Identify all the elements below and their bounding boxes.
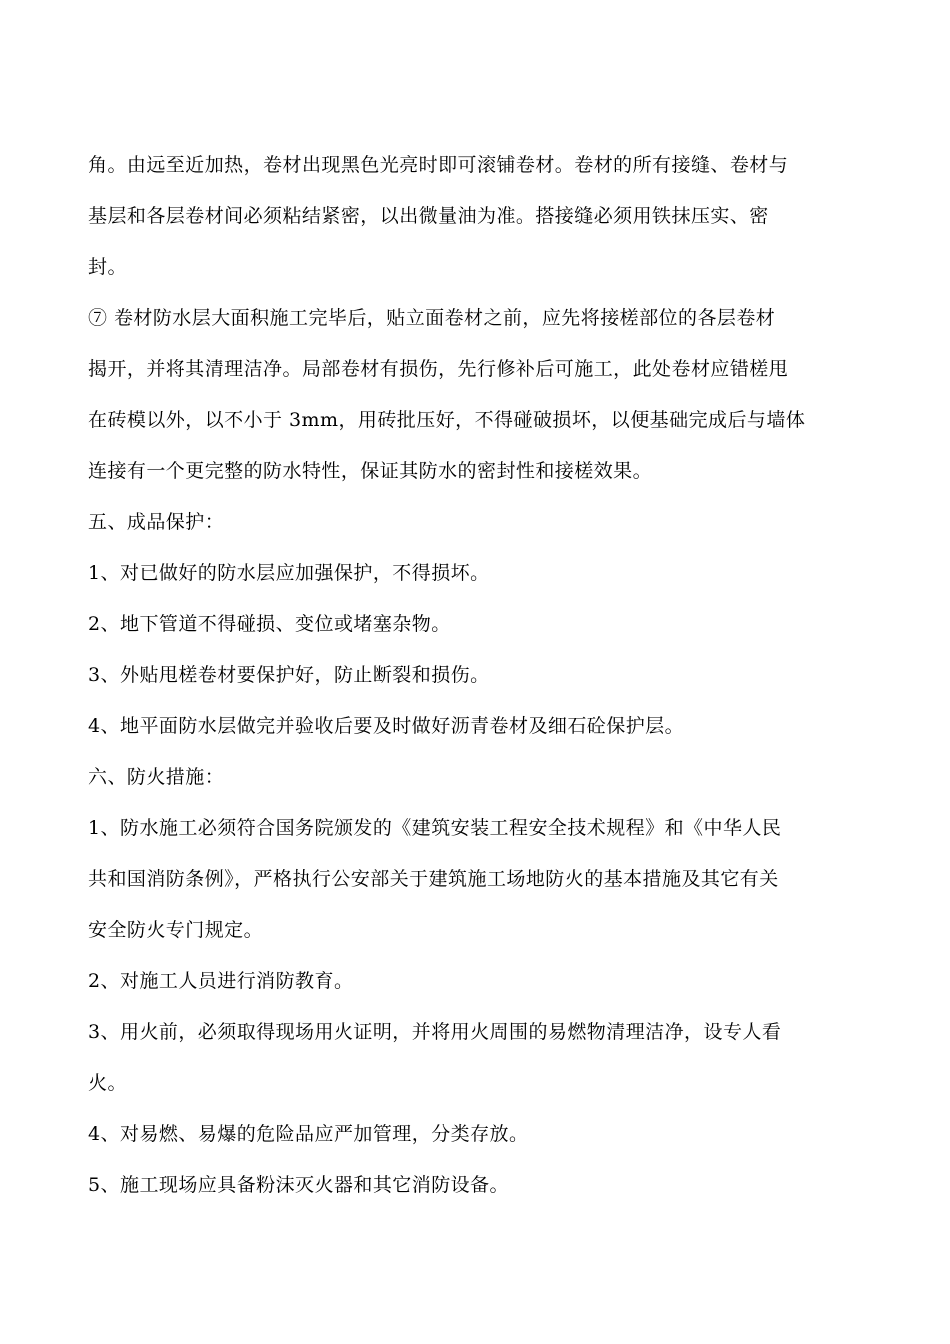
numbered-item-line: ⑦ 卷材防水层大面积施工完毕后，贴立面卷材之前，应先将接槎部位的各层卷材 <box>88 307 776 329</box>
section-heading: 五、成品保护： <box>88 511 225 533</box>
paragraph-line: 角。由远至近加热，卷材出现黑色光亮时即可滚铺卷材。卷材的所有接缝、卷材与 <box>88 154 789 176</box>
paragraph-line: 安全防火专门规定。 <box>88 919 264 941</box>
list-item: 4、对易燃、易爆的危险品应严加管理，分类存放。 <box>88 1123 529 1145</box>
paragraph-line: 连接有一个更完整的防水特性，保证其防水的密封性和接槎效果。 <box>88 460 653 482</box>
paragraph-line: 火。 <box>88 1072 127 1094</box>
list-item: 4、地平面防水层做完并验收后要及时做好沥青卷材及细石砼保护层。 <box>88 715 685 737</box>
paragraph-line: 基层和各层卷材间必须粘结紧密，以出微量油为准。搭接缝必须用铁抹压实、密 <box>88 205 769 227</box>
list-item: 2、地下管道不得碰损、变位或堵塞杂物。 <box>88 613 451 635</box>
list-item: 2、对施工人员进行消防教育。 <box>88 970 354 992</box>
paragraph-line: 揭开，并将其清理洁净。局部卷材有损伤，先行修补后可施工，此处卷材应错槎甩 <box>88 358 789 380</box>
list-item: 1、对已做好的防水层应加强保护，不得损坏。 <box>88 562 490 584</box>
list-item: 3、外贴甩槎卷材要保护好，防止断裂和损伤。 <box>88 664 490 686</box>
paragraph-line: 在砖模以外，以不小于 3mm，用砖批压好，不得碰破损坏，以便基础完成后与墙体 <box>88 409 806 431</box>
paragraph-line: 封。 <box>88 256 127 278</box>
paragraph-line: 共和国消防条例》，严格执行公安部关于建筑施工场地防火的基本措施及其它有关 <box>88 868 779 890</box>
list-item: 5、施工现场应具备粉沫灭火器和其它消防设备。 <box>88 1174 509 1196</box>
section-heading: 六、防火措施： <box>88 766 225 788</box>
list-item: 3、用火前，必须取得现场用火证明，并将用火周围的易燃物清理洁净，设专人看 <box>88 1021 782 1043</box>
list-item: 1、防水施工必须符合国务院颁发的《建筑安装工程安全技术规程》和《中华人民 <box>88 817 782 839</box>
document-body <box>88 140 862 1211</box>
